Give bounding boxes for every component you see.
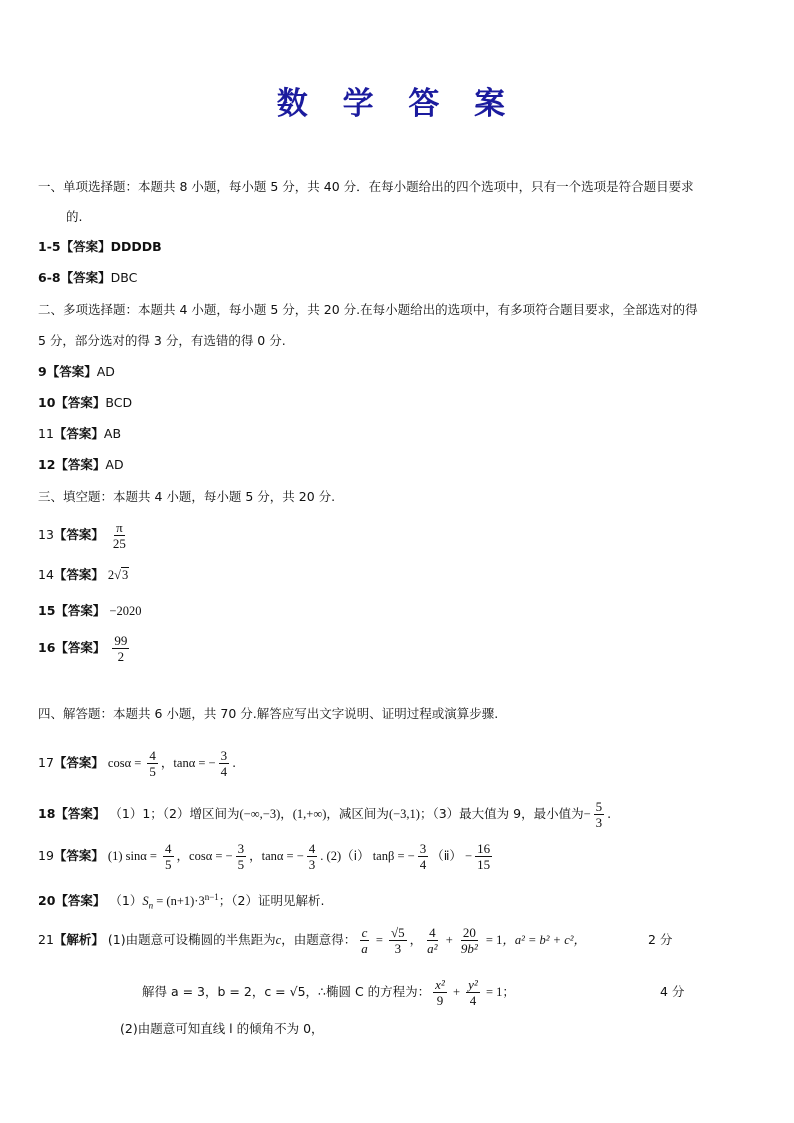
answer-10 [38, 394, 132, 412]
numerator: π [116, 520, 123, 535]
denominator: 2 [117, 649, 125, 664]
denominator: 9 [436, 993, 444, 1008]
answer-tag: 【答案】 [55, 806, 106, 821]
formula-text: ，tanα = − [249, 849, 304, 863]
answer-tag: 【答案】 [53, 755, 104, 770]
numerator: 99 [114, 633, 128, 648]
answer-14 [38, 566, 129, 584]
answer-21-line2 [142, 972, 515, 1012]
answer-number: 12 [38, 457, 56, 472]
answer-17 [38, 743, 236, 783]
page-title: 数 学 答 案 [276, 86, 518, 122]
x2-fraction [433, 977, 447, 1008]
answer-tag: 【答案】 [55, 893, 106, 909]
denominator: 5 [149, 764, 156, 779]
section1-header-line1: 一、单项选择题：本题共 8 小题，每小题 5 分，共 40 分．在每小题给出的四个选项中，只有一个选项是符合题目要求 [38, 179, 694, 194]
term1-fraction [425, 925, 439, 956]
formula-text: = 1 [482, 933, 503, 947]
answer-value: BCD [105, 395, 133, 410]
answer-21-line3: (2)由题意可知直线 l 的倾角不为 0， [120, 1021, 324, 1036]
denominator: a [361, 941, 368, 956]
formula-text: ，cosα = − [176, 849, 233, 863]
answer-tag: 【答案】 [55, 457, 106, 472]
tanb-fraction [418, 841, 429, 872]
denominator: 3 [394, 941, 402, 956]
formula-text: ，a² = b² + c²， [502, 933, 587, 947]
score-4: 4 分 [660, 984, 685, 999]
answer-tag: 【答案】 [60, 270, 111, 285]
sin-fraction [163, 841, 174, 872]
min-fraction [594, 799, 605, 830]
subscript: n [148, 900, 154, 911]
answer-fraction [112, 633, 129, 664]
answer-12 [38, 456, 124, 474]
solution-text: ，由题意得： [281, 932, 357, 947]
answer-number: 19 [38, 848, 54, 863]
numerator: 20 [462, 925, 476, 940]
section3-header: 三、填空题：本题共 4 小题，每小题 5 分，共 20 分. [38, 489, 336, 504]
answer-number: 21 [38, 932, 54, 947]
answer-11 [38, 425, 121, 443]
answer-number: 14 [38, 567, 54, 582]
ratio-fraction [359, 925, 370, 956]
answer-1-5 [38, 238, 162, 256]
answer-tag: 【答案】 [53, 567, 104, 582]
numerator: 4 [149, 748, 156, 763]
interval: (−∞,−3) [239, 807, 281, 821]
denominator: 5 [165, 857, 172, 872]
numerator: 3 [220, 748, 228, 763]
y2-fraction [466, 977, 480, 1008]
formula-text: S [142, 894, 149, 909]
denominator: 15 [477, 857, 491, 872]
answer-number: 13 [38, 527, 54, 542]
denominator: 5 [237, 857, 245, 872]
answer-tag: 【答案】 [60, 239, 111, 254]
numerator: 4 [429, 925, 436, 940]
answer-text: ；（2）证明见解析. [218, 893, 325, 909]
superscript: n−1 [204, 892, 219, 902]
numerator: c [361, 925, 368, 940]
answer-tag: 【答案】 [55, 395, 106, 410]
numerator: 3 [419, 841, 427, 856]
formula-text: （ⅱ） − [431, 849, 473, 863]
formula-text: (1) sinα = [107, 849, 161, 863]
variable: c [275, 933, 282, 947]
tan-fraction [219, 748, 230, 779]
answer-19 [38, 836, 495, 876]
term2-fraction [459, 925, 480, 956]
denominator: 4 [469, 993, 477, 1008]
numerator: √5 [391, 925, 405, 940]
answer-6-8 [38, 269, 137, 287]
part-ii-fraction [475, 841, 492, 872]
cos-fraction [147, 748, 158, 779]
numerator: y² [468, 977, 478, 992]
answer-13 [38, 515, 131, 555]
interval: (1,+∞) [292, 807, 327, 821]
answer-number: 15 [38, 603, 56, 618]
sqrt-radicand: 3 [122, 568, 129, 582]
answer-number: 11 [38, 426, 54, 441]
solution-text: (1)由题意可设椭圆的半焦距为 [107, 932, 276, 947]
section1-header-cont: 的. [66, 209, 83, 224]
answer-value: AD [105, 457, 124, 472]
answer-number: 16 [38, 640, 56, 655]
solution-text: ， [409, 932, 423, 947]
denominator: 3 [595, 815, 603, 830]
formula-text: = [372, 933, 387, 947]
denominator: 25 [112, 536, 126, 551]
answer-fraction [111, 520, 128, 551]
numerator: 16 [477, 841, 491, 856]
formula-text: . [232, 755, 237, 770]
formula-text: . (2)（ⅰ） tanβ = − [320, 849, 415, 863]
formula-text: = (n+1)·3 [153, 894, 205, 909]
formula-text: cosα = [107, 756, 145, 770]
answer-tag: 【答案】 [53, 527, 104, 542]
answer-number: 10 [38, 395, 56, 410]
answer-text: （1） [109, 893, 143, 909]
sqrt5-fraction [389, 925, 407, 956]
answer-number: 17 [38, 755, 54, 770]
section4-header: 四、解答题：本题共 6 小题，共 70 分.解答应写出文字说明、证明过程或演算步骤. [38, 706, 499, 721]
answer-text: ，减区间为 [326, 806, 389, 821]
answer-coef: 2 [107, 568, 115, 582]
formula-text: + [442, 933, 456, 947]
answer-value: AB [103, 426, 122, 441]
solution-text: 解得 a = 3，b = 2，c = √5，∴椭圆 C 的方程为： [142, 984, 431, 999]
answer-text: ， [280, 806, 293, 821]
denominator: 4 [419, 857, 427, 872]
formula-text: − [583, 807, 591, 821]
answer-16 [38, 628, 132, 668]
answer-20 [38, 888, 324, 915]
answer-tag: 【答案】 [55, 603, 106, 618]
answer-value: AD [96, 364, 115, 379]
answer-number: 18 [38, 806, 56, 821]
answer-18 [38, 794, 611, 834]
cos-fraction [236, 841, 247, 872]
formula-text: ，tanα = − [160, 756, 216, 770]
denominator: a² [427, 941, 438, 956]
denominator: 3 [308, 857, 316, 872]
answer-text: ；（3）最大值为 9，最小值为 [419, 806, 584, 821]
tan-fraction [307, 841, 318, 872]
section2-header-cont: 5 分，部分选对的得 3 分，有选错的得 0 分. [38, 333, 286, 348]
numerator: x² [435, 977, 445, 992]
answer-tag: 【答案】 [53, 848, 104, 863]
answer-number: 1-5 [38, 239, 61, 254]
sqrt-sign: √ [114, 568, 122, 582]
answer-value: DBC [110, 270, 138, 285]
numerator: 4 [308, 841, 316, 856]
score-2: 2 分 [648, 932, 673, 947]
section1-header [38, 178, 694, 196]
interval: (−3,1) [388, 807, 420, 821]
numerator: 4 [165, 841, 172, 856]
answer-15 [38, 602, 141, 620]
section2-header: 二、多项选择题：本题共 4 小题，每小题 5 分，共 20 分.在每小题给出的选项中，有多项符合题目要求，全部选对的得 [38, 302, 698, 317]
answer-tag: 【答案】 [53, 426, 104, 441]
formula-text: + [449, 985, 464, 999]
answer-value: DDDDB [110, 239, 162, 254]
denominator: 4 [220, 764, 228, 779]
answer-9 [38, 363, 115, 381]
numerator: 3 [237, 841, 245, 856]
answer-text: （1）1；（2）增区间为 [109, 806, 240, 821]
answer-tag: 【答案】 [46, 364, 97, 379]
formula-text: = 1； [482, 985, 515, 999]
answer-tag: 【答案】 [55, 640, 106, 655]
answer-number: 9 [38, 364, 47, 379]
answer-value: −2020 [109, 604, 142, 618]
answer-tag: 【解析】 [53, 932, 104, 947]
denominator: 9b² [460, 941, 478, 956]
answer-number: 20 [38, 893, 56, 909]
numerator: 5 [595, 799, 603, 814]
answer-number: 6-8 [38, 270, 61, 285]
answer-text: . [607, 806, 612, 821]
